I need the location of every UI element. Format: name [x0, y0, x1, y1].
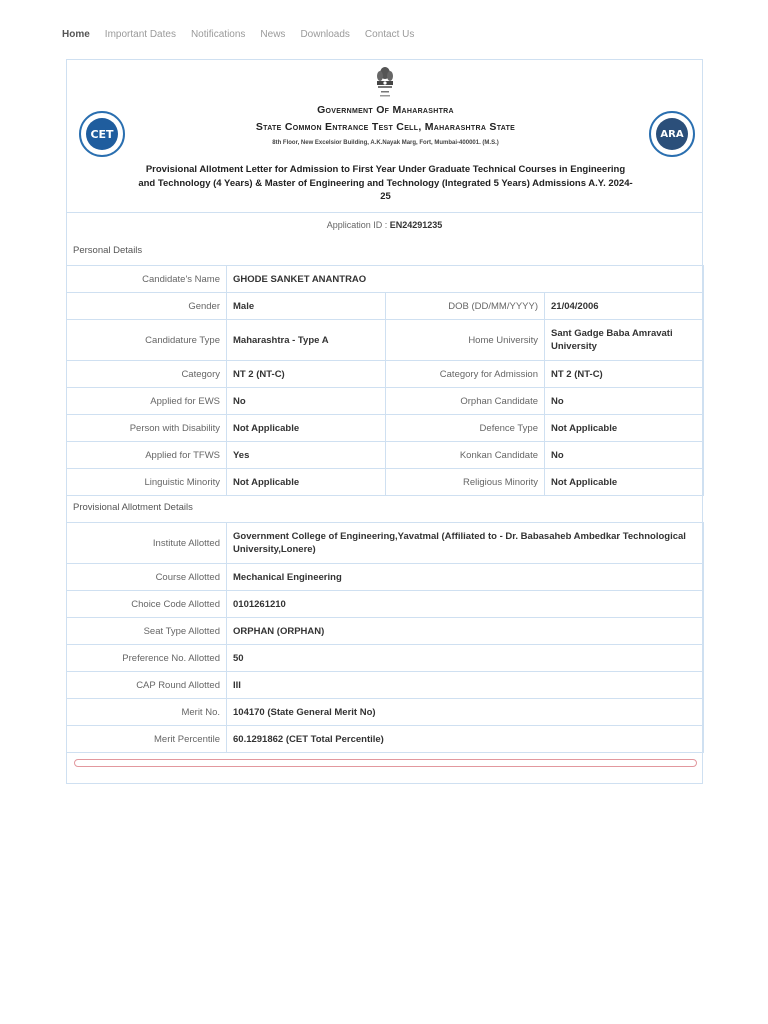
ara-logo: ARA	[649, 111, 695, 157]
orphan-value: No	[545, 388, 704, 415]
linguistic-value: Not Applicable	[227, 469, 386, 496]
field-label: Preference No. Allotted	[67, 645, 227, 672]
table-row	[67, 361, 704, 388]
field-label: Applied for TFWS	[67, 442, 227, 469]
disability-value: Not Applicable	[227, 415, 386, 442]
application-id-label: Application ID :	[326, 220, 390, 230]
ews-value: No	[227, 388, 386, 415]
table-row	[67, 591, 704, 618]
field-label: Institute Allotted	[67, 523, 227, 564]
merit-percentile-value: 60.1291862 (CET Total Percentile)	[227, 726, 704, 753]
course-value: Mechanical Engineering	[227, 564, 704, 591]
allotment-details-table	[66, 522, 704, 753]
table-row	[67, 469, 704, 496]
field-label: Religious Minority	[386, 469, 545, 496]
table-row	[67, 672, 704, 699]
preference-value: 50	[227, 645, 704, 672]
field-label: Candidature Type	[67, 320, 227, 361]
dob-value: 21/04/2006	[545, 293, 704, 320]
letter-header	[67, 60, 702, 212]
home-university-value: Sant Gadge Baba Amravati University	[545, 320, 704, 361]
choice-code-value: 0101261210	[227, 591, 704, 618]
personal-details-heading: Personal Details	[73, 245, 143, 256]
field-label: Konkan Candidate	[386, 442, 545, 469]
nav-contact-us[interactable]: Contact Us	[364, 29, 415, 40]
cap-round-value: III	[227, 672, 704, 699]
table-row	[67, 726, 704, 753]
allotment-details-heading: Provisional Allotment Details	[73, 502, 193, 513]
defence-value: Not Applicable	[545, 415, 704, 442]
table-row	[67, 618, 704, 645]
field-label: Gender	[67, 293, 227, 320]
cet-cell-logo: CET	[79, 111, 125, 157]
table-row	[67, 415, 704, 442]
gender-value: Male	[227, 293, 386, 320]
table-row	[67, 645, 704, 672]
field-label: Defence Type	[386, 415, 545, 442]
national-emblem-icon	[373, 65, 397, 101]
religious-value: Not Applicable	[545, 469, 704, 496]
field-label: Course Allotted	[67, 564, 227, 591]
top-nav	[62, 29, 414, 40]
table-row	[67, 320, 704, 361]
field-label: Home University	[386, 320, 545, 361]
field-label: Applied for EWS	[67, 388, 227, 415]
nav-news[interactable]: News	[260, 29, 286, 40]
tfws-value: Yes	[227, 442, 386, 469]
nav-downloads[interactable]: Downloads	[300, 29, 350, 40]
field-label: Merit Percentile	[67, 726, 227, 753]
cell-address: 8th Floor, New Excelsior Building, A.K.Nayak Marg, Fort, Mumbai-400001. (M.S.)	[272, 140, 499, 146]
table-row	[67, 388, 704, 415]
table-row	[67, 699, 704, 726]
personal-details-table	[66, 265, 704, 496]
empty-alert-box	[74, 759, 697, 767]
govt-title: Government Of Maharashtra	[317, 104, 454, 116]
seat-type-value: ORPHAN (ORPHAN)	[227, 618, 704, 645]
field-label: Linguistic Minority	[67, 469, 227, 496]
field-label: Merit No.	[67, 699, 227, 726]
nav-important-dates[interactable]: Important Dates	[104, 29, 176, 40]
candidature-value: Maharashtra - Type A	[227, 320, 386, 361]
table-row	[67, 523, 704, 564]
table-row	[67, 266, 704, 293]
letter-title: Provisional Allotment Letter for Admission to First Year Under Graduate Technical Courses in Engineering and Technology (4 Years) & Master of Engineering and Technology (Integrated 5 Years) Admissions A.Y. 2024-25	[138, 164, 633, 202]
category-value: NT 2 (NT-C)	[227, 361, 386, 388]
cell-title: State Common Entrance Test Cell, Maharashtra State	[255, 121, 516, 133]
application-id-value: EN24291235	[389, 220, 443, 230]
nav-notifications[interactable]: Notifications	[190, 29, 246, 40]
application-id-row	[67, 212, 702, 239]
category-admission-value: NT 2 (NT-C)	[545, 361, 704, 388]
institute-value: Government College of Engineering,Yavatmal (Affiliated to - Dr. Babasaheb Ambedkar Technological University,Lonere)	[227, 523, 704, 564]
table-row	[67, 442, 704, 469]
table-row	[67, 293, 704, 320]
field-label: Candidate's Name	[67, 266, 227, 293]
nav-home[interactable]: Home	[62, 29, 90, 40]
field-label: Orphan Candidate	[386, 388, 545, 415]
field-label: DOB (DD/MM/YYYY)	[386, 293, 545, 320]
field-label: Choice Code Allotted	[67, 591, 227, 618]
field-label: Category for Admission	[386, 361, 545, 388]
field-label: CAP Round Allotted	[67, 672, 227, 699]
candidate-name: GHODE SANKET ANANTRAO	[227, 266, 704, 293]
field-label: Seat Type Allotted	[67, 618, 227, 645]
merit-no-value: 104170 (State General Merit No)	[227, 699, 704, 726]
table-row	[67, 564, 704, 591]
field-label: Category	[67, 361, 227, 388]
konkan-value: No	[545, 442, 704, 469]
field-label: Person with Disability	[67, 415, 227, 442]
